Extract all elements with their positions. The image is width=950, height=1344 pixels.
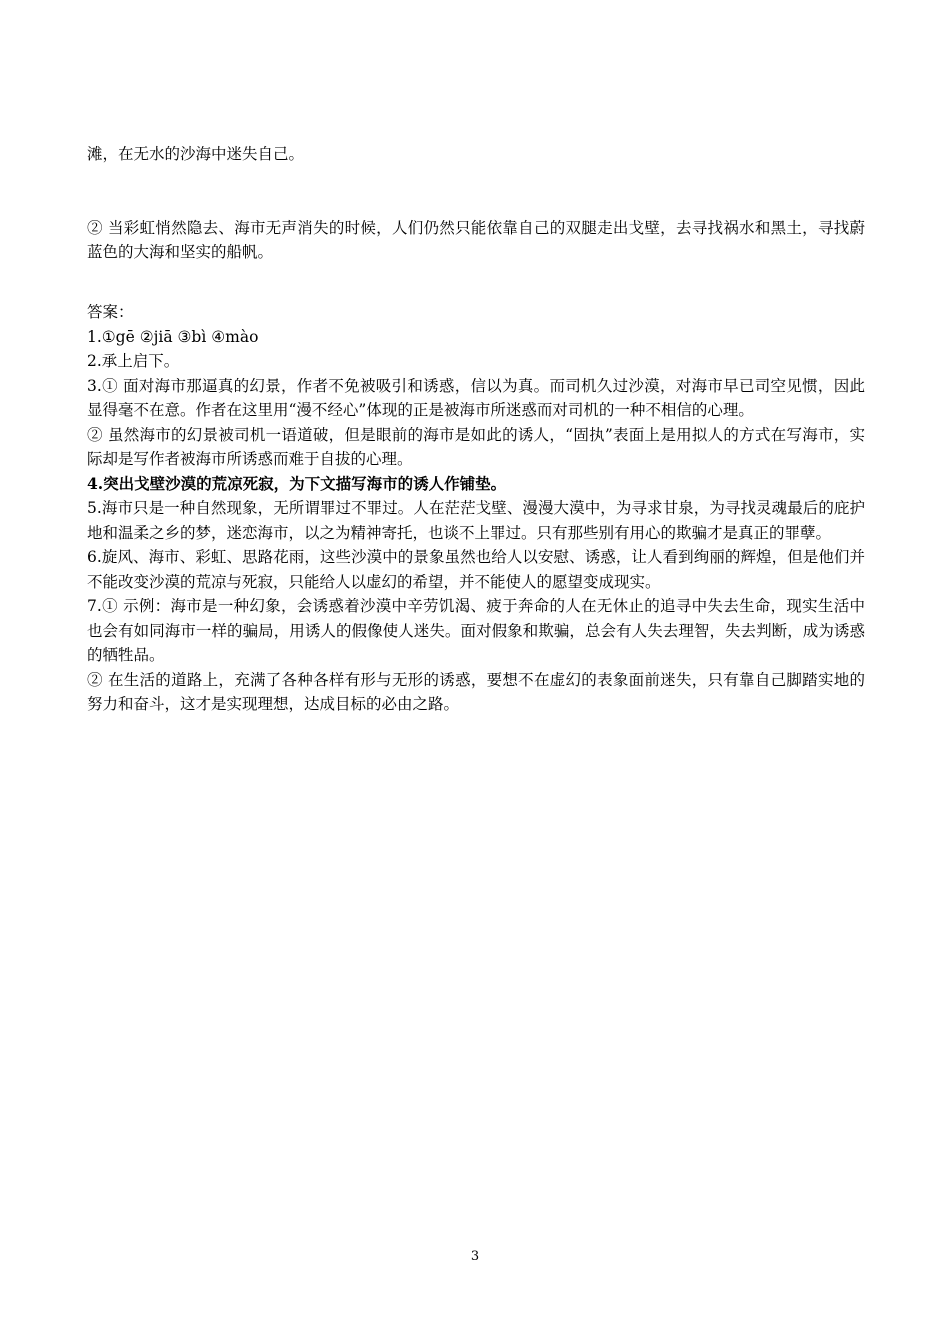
answer-6: 6.旋风、海市、彩虹、思路花雨，这些沙漠中的景象虽然也给人以安慰、诱惑，让人看到绚丽的辉煌，但是他们并不能改变沙漠的荒凉与死寂，只能给人以虚幻的希望，并不能使人的愿望变成现实。	[87, 548, 865, 591]
answer-3-part-2: ② 虽然海市的幻景被司机一语道破，但是眼前的海市是如此的诱人，“固执”表面上是用拟人的方式在写海市，实际却是写作者被海市所诱惑而难于自拔的心理。	[87, 425, 865, 468]
answers-section	[87, 300, 865, 717]
answer-1: 1.①gē ②jiā ③bì ④mào	[87, 327, 259, 346]
answer-3-part-1: 3.① 面对海市那逼真的幻景，作者不免被吸引和诱惑，信以为真。而司机久过沙漠，对海市早已司空见惯，因此显得毫不在意。作者在这里用“漫不经心”体现的正是被海市所迷惑而对司机的一种不相信的心理。	[87, 376, 865, 419]
answer-4: 4.突出戈壁沙漠的荒凉死寂，为下文描写海市的诱人作铺垫。	[87, 473, 507, 493]
passage-continued-line: 滩，在无水的沙海中迷失自己。	[87, 144, 305, 163]
answer-7-part-2: ② 在生活的道路上，充满了各种各样有形与无形的诱惑，要想不在虚幻的表象面前迷失，只有靠自己脚踏实地的努力和奋斗，这才是实现理想，达成目标的必由之路。	[87, 670, 865, 713]
answer-7-part-1: 7.① 示例：海市是一种幻象，会诱惑着沙漠中辛劳饥渴、疲于奔命的人在无休止的追寻中失去生命，现实生活中也会有如同海市一样的骗局，用诱人的假像使人迷失。面对假象和欺骗，总会有人失去理智，失去判断，成为诱惑的牺牲品。	[87, 597, 865, 664]
passage-item-two: ② 当彩虹悄然隐去、海市无声消失的时候，人们仍然只能依靠自己的双腿走出戈壁，去寻找祸水和黑土，寻找蔚蓝色的大海和坚实的船帆。	[87, 218, 865, 261]
answer-5: 5.海市只是一种自然现象，无所谓罪过不罪过。人在茫茫戈壁、漫漫大漠中，为寻求甘泉，为寻找灵魂最后的庇护地和温柔之乡的梦，迷恋海市，以之为精神寄托，也谈不上罪过。只有那些别有用心的欺骗才是真正的罪孽。	[87, 499, 865, 542]
page-number: 3	[470, 1249, 480, 1264]
answers-heading: 答案：	[87, 303, 134, 321]
answer-2: 2.承上启下。	[87, 352, 180, 370]
